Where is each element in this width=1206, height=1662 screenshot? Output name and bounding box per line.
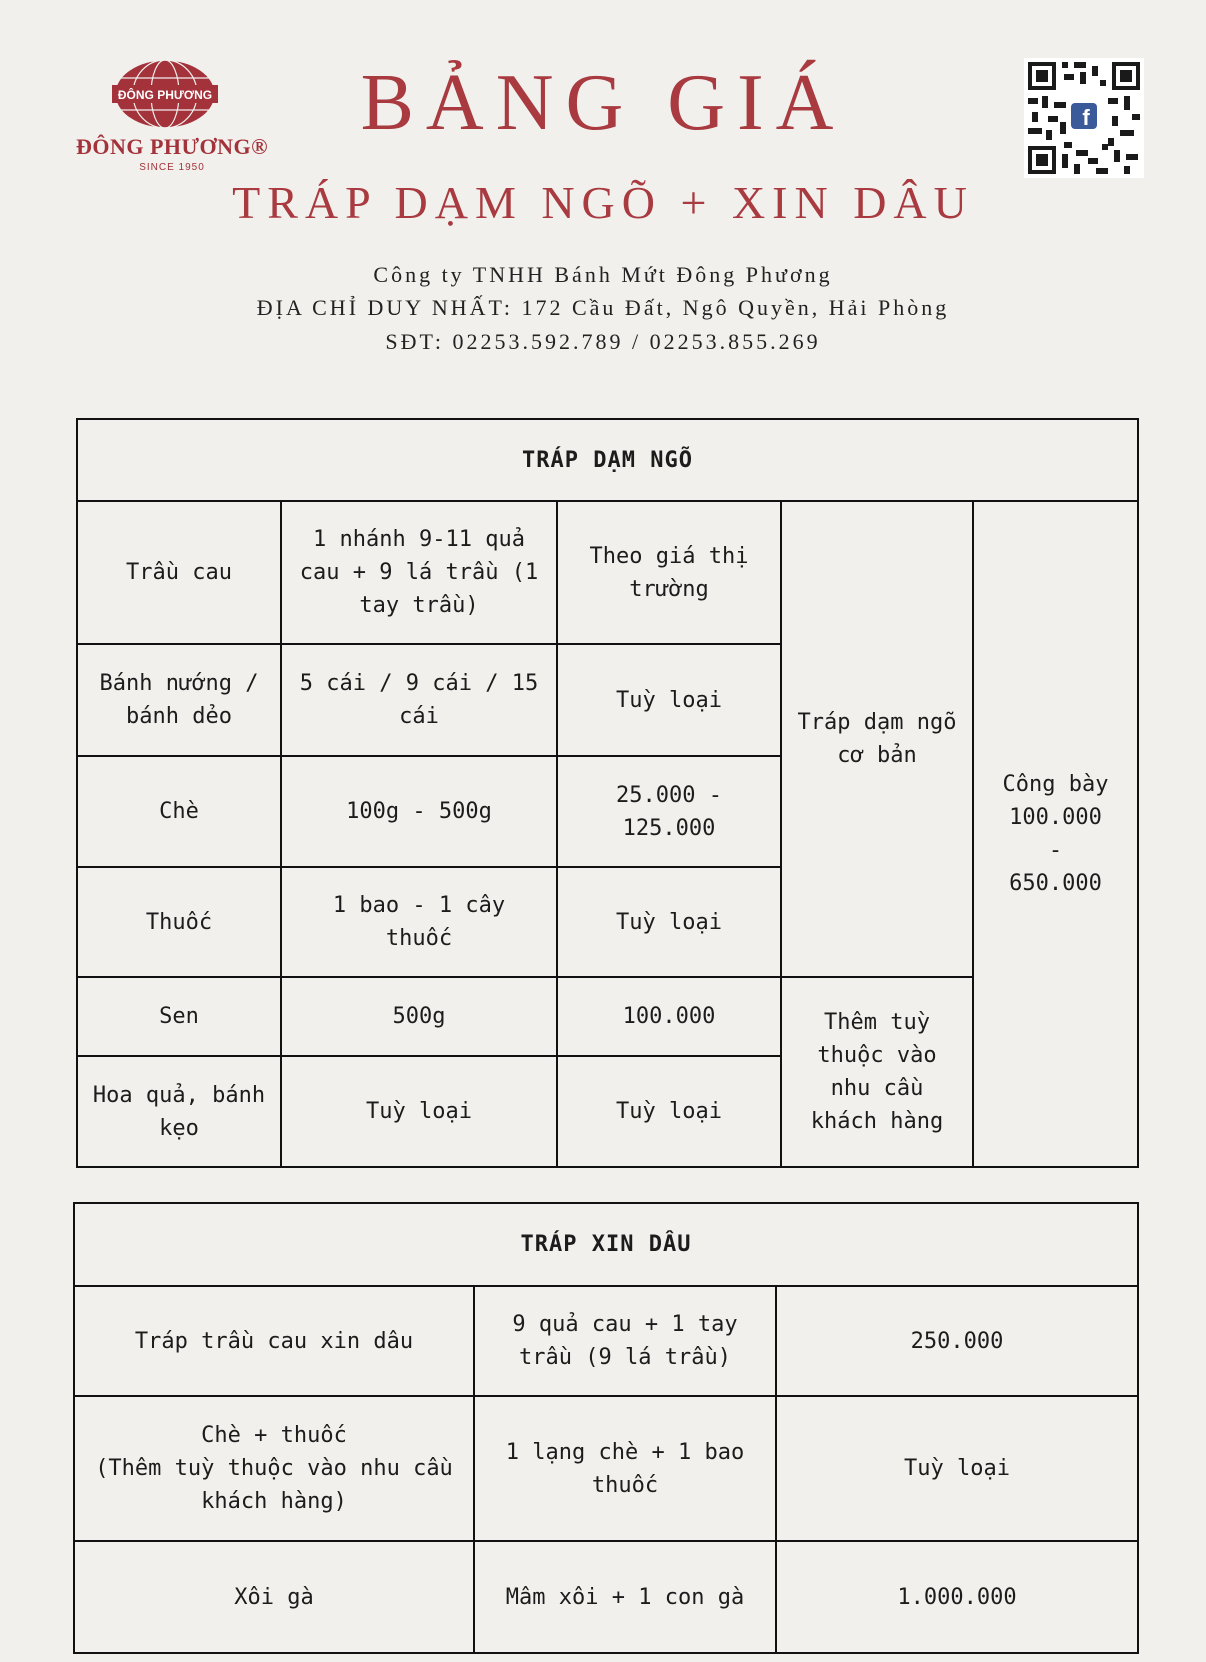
- table-header-row: [77, 419, 1138, 501]
- qty-cell: 5 cái / 9 cái / 15 cái: [281, 644, 557, 756]
- item-cell: Trầu cau: [77, 501, 281, 644]
- price-cell: Theo giá thị trường: [557, 501, 781, 644]
- xin-dau-heading: TRÁP XIN DÂU: [74, 1203, 1138, 1286]
- item-cell: Tráp trầu cau xin dâu: [74, 1286, 474, 1396]
- table-row: [77, 501, 1138, 644]
- company-phone: SĐT: 02253.592.789 / 02253.855.269: [385, 329, 821, 354]
- price-cell: Tuỳ loại: [557, 1056, 781, 1167]
- table-row: [74, 1396, 1138, 1541]
- table-row: [74, 1541, 1138, 1653]
- logo-text: ĐÔNG PHƯƠNG: [117, 88, 213, 102]
- qty-cell: 1 lạng chè + 1 bao thuốc: [474, 1396, 776, 1541]
- item-cell: Chè: [77, 756, 281, 867]
- company-address: ĐỊA CHỈ DUY NHẤT: 172 Cầu Đất, Ngô Quyền, Hải Phòng: [256, 295, 950, 320]
- qty-cell: 1 bao - 1 cây thuốc: [281, 867, 557, 977]
- qty-cell: 500g: [281, 977, 557, 1056]
- qty-cell: Mâm xôi + 1 con gà: [474, 1541, 776, 1653]
- labor-range-to: 650.000: [1009, 871, 1102, 896]
- brand-name: ĐÔNG PHƯƠNG®: [75, 134, 269, 159]
- item-cell-line2: (Thêm tuỳ thuộc vào nhu cầu khách hàng): [95, 1456, 453, 1514]
- labor-range-from: 100.000: [1009, 805, 1102, 830]
- price-cell: Tuỳ loại: [557, 644, 781, 756]
- svg-text:f: f: [1082, 105, 1090, 130]
- basic-group-cell: Tráp dạm ngõ cơ bản: [781, 501, 973, 977]
- page-title: BẢNG GIÁ: [360, 59, 846, 147]
- price-cell: 250.000: [776, 1286, 1138, 1396]
- qty-cell: 1 nhánh 9-11 quả cau + 9 lá trầu (1 tay trầu): [281, 501, 557, 644]
- extra-group-cell: Thêm tuỳ thuộc vào nhu cầu khách hàng: [781, 977, 973, 1167]
- labor-cost-cell: [973, 501, 1138, 1167]
- page-subtitle: TRÁP DẠM NGÕ + XIN DÂU: [232, 177, 974, 228]
- price-cell: 100.000: [557, 977, 781, 1056]
- qty-cell: 100g - 500g: [281, 756, 557, 867]
- price-cell: Tuỳ loại: [776, 1396, 1138, 1541]
- dam-ngo-heading: TRÁP DẠM NGÕ: [77, 419, 1138, 501]
- brand-since: SINCE 1950: [139, 162, 205, 173]
- qty-cell: Tuỳ loại: [281, 1056, 557, 1167]
- item-cell: Thuốc: [77, 867, 281, 977]
- price-cell: 25.000 - 125.000: [557, 756, 781, 867]
- price-cell: Tuỳ loại: [557, 867, 781, 977]
- dam-ngo-price-table: [76, 418, 1139, 1168]
- table-row: [74, 1286, 1138, 1396]
- xin-dau-price-table: [73, 1202, 1139, 1654]
- item-cell: Hoa quả, bánh kẹo: [77, 1056, 281, 1167]
- company-name: Công ty TNHH Bánh Mứt Đông Phương: [373, 262, 833, 287]
- labor-label: Công bày: [1002, 772, 1109, 797]
- price-cell: 1.000.000: [776, 1541, 1138, 1653]
- item-cell: [74, 1396, 474, 1541]
- item-cell-line1: Chè + thuốc: [201, 1423, 347, 1448]
- item-cell: Sen: [77, 977, 281, 1056]
- qty-cell: 9 quả cau + 1 tay trầu (9 lá trầu): [474, 1286, 776, 1396]
- table-header-row: [74, 1203, 1138, 1286]
- labor-range-dash: -: [1048, 838, 1063, 863]
- item-cell: Bánh nướng / bánh dẻo: [77, 644, 281, 756]
- item-cell: Xôi gà: [74, 1541, 474, 1653]
